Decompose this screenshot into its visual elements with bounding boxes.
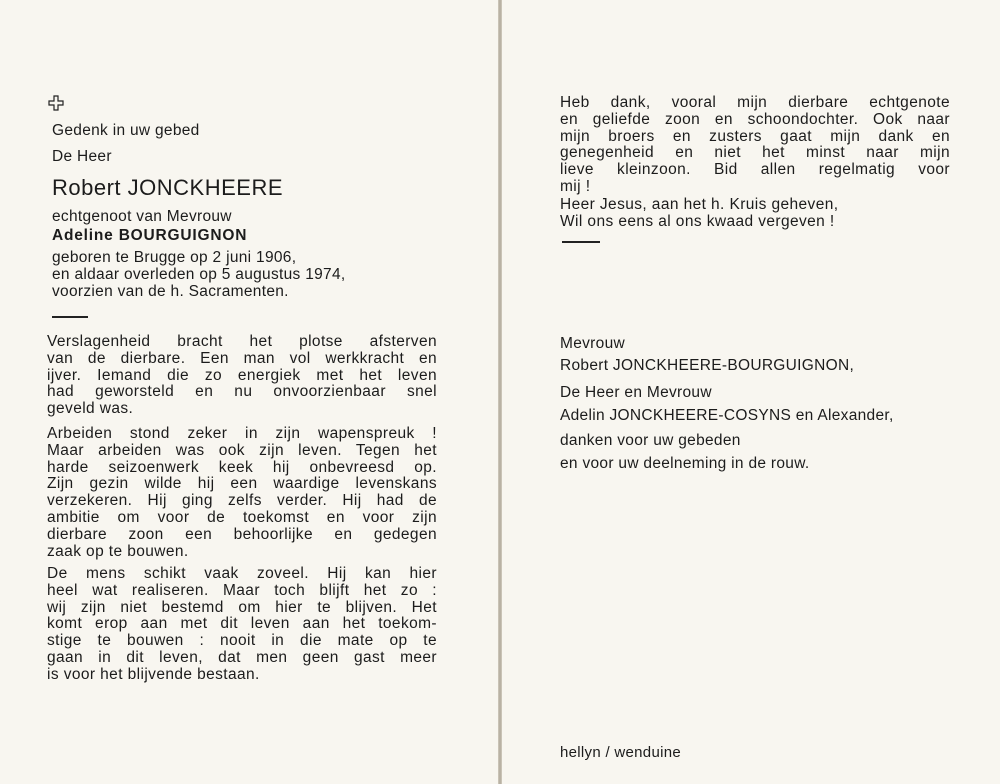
couple-name: Adelin JONCKHEERE-COSYNS en Alexander, [560, 407, 894, 424]
sacraments-line: voorzien van de h. Sacramenten. [52, 283, 289, 300]
text-line: komt erop aan met dit leven aan het toekom- [47, 615, 437, 633]
spouse-name: Adeline BOURGUIGNON [52, 227, 248, 244]
text-line: mijn broers en zusters gaat mijn dank en [560, 127, 950, 145]
paragraph-1 [47, 334, 437, 418]
gedenk-line: Gedenk in uw gebed [52, 122, 200, 139]
text-line: ijver. Iemand die zo energiek met het leven [47, 366, 437, 384]
printer-credit: hellyn / wenduine [560, 744, 682, 761]
text-line: had geworsteld en nu onvoorzienbaar snel [47, 383, 437, 401]
text-line: Heer Jesus, aan het h. Kruis geheven, [560, 196, 839, 213]
deceased-name: Robert JONCKHEERE [52, 175, 284, 200]
birth-line: geboren te Brugge op 2 juni 1906, [52, 249, 297, 266]
text-line: zaak op te bouwen. [47, 542, 189, 560]
text-line: stige te bouwen : nooit in die mate op te [47, 632, 437, 650]
couple-title: De Heer en Mevrouw [560, 384, 712, 401]
text-line: gaan in dit leven, dat men geen gast meer [47, 648, 437, 666]
paragraph-3 [47, 566, 437, 684]
family-mevrouw: Mevrouw [560, 335, 625, 352]
text-line: genegenheid en niet het minst naar mijn [560, 144, 950, 162]
paragraph-2 [47, 426, 437, 560]
divider-rule [562, 241, 600, 243]
family-thanks-2: en voor uw deelneming in de rouw. [560, 455, 810, 472]
text-line: geveld was. [47, 400, 134, 418]
text-line: is voor het blijvende bestaan. [47, 665, 260, 683]
text-line: De mens schikt vaak zoveel. Hij kan hier [47, 565, 437, 582]
text-line: Maar arbeiden was ook zijn leven. Tegen het [47, 441, 437, 459]
text-line: wij zijn niet bestemd om hier te blijven. Het [47, 598, 437, 616]
widow-name: Robert JONCKHEERE-BOURGUIGNON, [560, 357, 855, 374]
text-line: en geliefde zoon en schoondochter. Ook naar [560, 110, 950, 128]
right-card-page [501, 0, 1000, 784]
divider-rule [52, 316, 88, 318]
thanks-paragraph [560, 95, 950, 196]
prayer [560, 197, 950, 231]
text-line: Arbeiden stond zeker in zijn wapenspreuk ! [47, 425, 437, 442]
text-line: ambitie om voor de toekomst en voor zijn [47, 508, 437, 526]
text-line: harde seizoenwerk keek hij onbevreesd op. [47, 458, 437, 476]
left-card-page [0, 0, 499, 784]
spouse-intro: echtgenoot van Mevrouw [52, 208, 232, 225]
text-line: Heb dank, vooral mijn dierbare echtgenote [560, 94, 950, 111]
text-line: mij ! [560, 177, 591, 195]
text-line: Zijn gezin wilde hij een waardige levenskans [47, 475, 437, 493]
text-line: Wil ons eens al ons kwaad vergeven ! [560, 212, 835, 230]
death-line: en aldaar overleden op 5 augustus 1974, [52, 266, 346, 283]
text-line: heel wat realiseren. Maar toch blijft het zo : [47, 581, 437, 599]
text-line: verzekeren. Hij ging zelfs verder. Hij had de [47, 492, 437, 510]
text-line: Verslagenheid bracht het plotse afsterven [47, 333, 437, 350]
cross-icon [48, 95, 64, 111]
de-heer-line: De Heer [52, 148, 112, 165]
text-line: van de dierbare. Een man vol werkkracht en [47, 349, 437, 367]
text-line: lieve kleinzoon. Bid allen regelmatig voor [560, 161, 950, 179]
family-thanks-1: danken voor uw gebeden [560, 432, 741, 449]
text-line: dierbare zoon een behoorlijke en gedegen [47, 525, 437, 543]
